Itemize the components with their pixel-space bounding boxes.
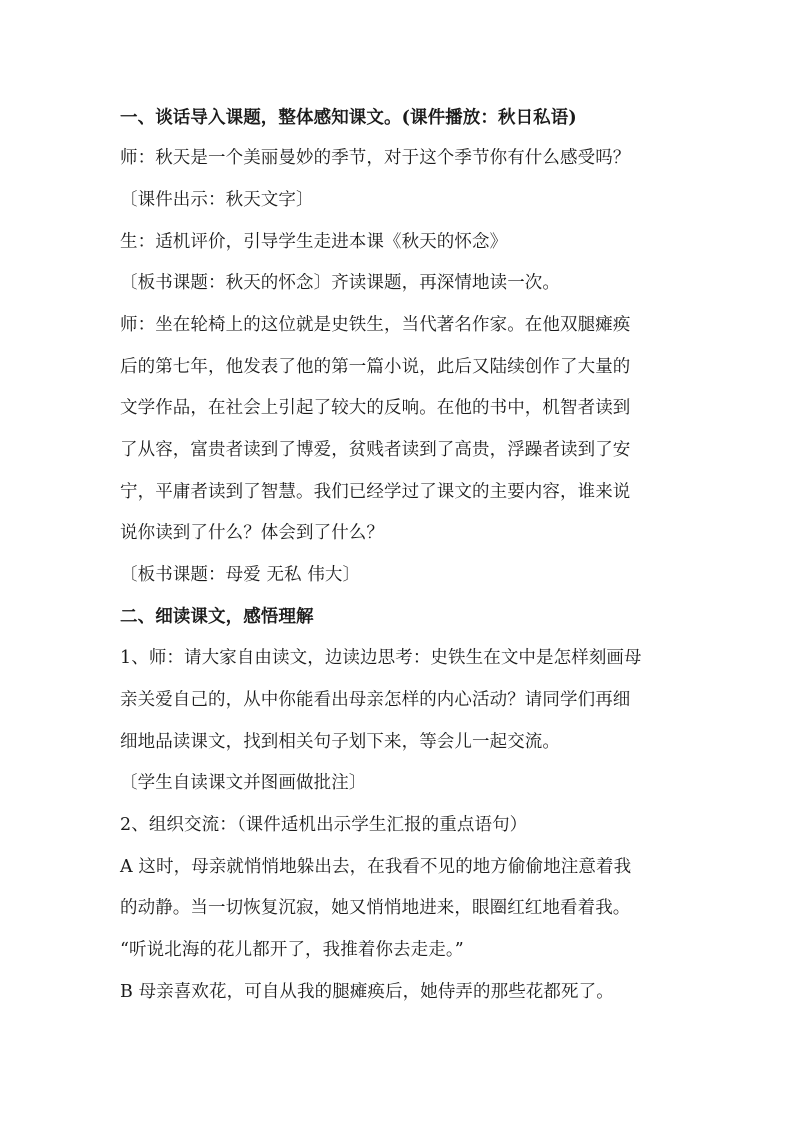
- paragraph-line: 文学作品，在社会上引起了较大的反响。在他的书中，机智者读到: [120, 398, 631, 418]
- paragraph-line: 宁，平庸者读到了智慧。我们已经学过了课文的主要内容，谁来说: [120, 482, 631, 502]
- section-heading-2: 二、细读课文，感悟理解: [120, 607, 314, 627]
- paragraph-line: 的动静。当一切恢复沉寂，她又悄悄地进来，眼圈红红地看着我。: [120, 898, 631, 918]
- paragraph-line: 了从容，富贵者读到了博爱，贫贱者读到了高贵，浮躁者读到了安: [120, 440, 631, 460]
- section-heading-1: 一、谈话导入课题，整体感知课文。(课件播放：秋日私语): [120, 108, 577, 128]
- paragraph-line: B 母亲喜欢花，可自从我的腿瘫痪后，她侍弄的那些花都死了。: [120, 982, 614, 1002]
- paragraph-line: A 这时，母亲就悄悄地躲出去，在我看不见的地方偷偷地注意着我: [120, 857, 632, 877]
- paragraph-line: 2、组织交流：（课件适机出示学生汇报的重点语句）: [120, 815, 528, 835]
- paragraph-line: 1、师：请大家自由读文，边读边思考：史铁生在文中是怎样刻画母: [120, 648, 642, 668]
- paragraph-line: 师：秋天是一个美丽曼妙的季节，对于这个季节你有什么感受吗？: [120, 148, 631, 168]
- paragraph-line: 细地品读课文，找到相关句子划下来，等会儿一起交流。: [120, 732, 560, 752]
- paragraph-line: 〔课件出示：秋天文字〕: [120, 190, 314, 210]
- paragraph-line: 生：适机评价，引导学生走进本课《秋天的怀念》: [120, 232, 508, 252]
- paragraph-line: 说你读到了什么？体会到了什么？: [120, 523, 384, 543]
- paragraph-line: 〔学生自读课文并图画做批注〕: [120, 773, 367, 793]
- paragraph-line: 〔板书课题：秋天的怀念〕齐读课题，再深情地读一次。: [120, 273, 560, 293]
- paragraph-line: 后的第七年，他发表了他的第一篇小说，此后又陆续创作了大量的: [120, 357, 631, 377]
- paragraph-line: 亲关爱自己的，从中你能看出母亲怎样的内心活动？请同学们再细: [120, 690, 631, 710]
- paragraph-line: “听说北海的花儿都开了，我推着你去走走。”: [120, 940, 464, 960]
- paragraph-line: 师：坐在轮椅上的这位就是史铁生，当代著名作家。在他双腿瘫痪: [120, 315, 631, 335]
- paragraph-line: 〔板书课题：母爱 无私 伟大〕: [120, 565, 361, 585]
